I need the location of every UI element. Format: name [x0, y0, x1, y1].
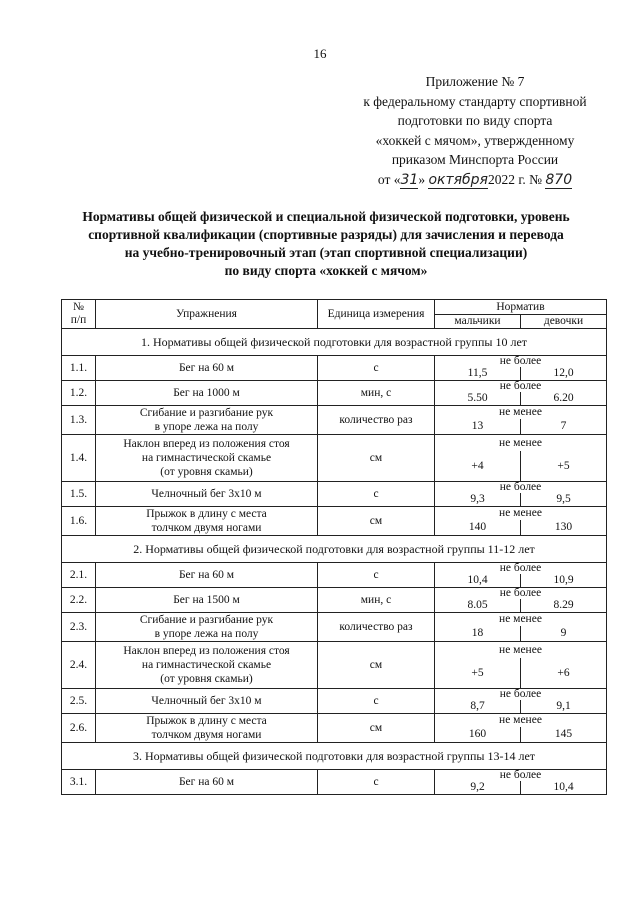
exercise-cell: [96, 435, 318, 482]
exercise-line: Бег на 1500 м: [173, 594, 240, 606]
exercise-line: на гимнастической скамье: [141, 659, 272, 671]
exercise-cell: [96, 642, 318, 689]
unit-cell: с: [318, 482, 435, 507]
norm-condition: не менее: [435, 613, 607, 626]
girls-value: 9,1: [521, 700, 607, 714]
handwritten-month: октября: [428, 171, 488, 188]
unit-cell: см: [318, 714, 435, 743]
girls-value: +5: [521, 451, 607, 482]
appendix-line: приказом Минспорта России: [391, 152, 559, 167]
unit-cell: см: [318, 435, 435, 482]
exercise-cell: [96, 406, 318, 435]
exercise-line: Бег на 60 м: [178, 776, 235, 788]
table-row: [62, 507, 607, 520]
heading-line: по виду спорта «хоккей с мячом»: [224, 263, 428, 278]
girls-value: 10,4: [521, 781, 607, 795]
girls-value: 145: [521, 727, 607, 743]
norms-table: [61, 299, 607, 795]
table-row: [62, 770, 607, 782]
unit-cell: количество раз: [318, 613, 435, 642]
exercise-line: Наклон вперед из положения стоя: [123, 438, 290, 450]
exercise-line: Бег на 1000 м: [173, 387, 240, 399]
section-title: 3. Нормативы общей физической подготовки для возрастной группы 13-14 лет: [62, 743, 607, 770]
heading-line: на учебно-тренировочный этап (этап спортивной специализации): [124, 245, 528, 260]
row-number: 1.2.: [62, 381, 96, 406]
row-number: 1.6.: [62, 507, 96, 536]
appendix-line: подготовки по виду спорта: [397, 113, 553, 128]
norm-condition: не более: [435, 588, 607, 600]
handwritten-day: 31: [400, 171, 419, 188]
exercise-cell: [96, 563, 318, 588]
girls-value: 7: [521, 419, 607, 435]
table-row: [62, 356, 607, 368]
row-number: 2.2.: [62, 588, 96, 613]
unit-cell: мин, с: [318, 381, 435, 406]
girls-value: 8.29: [521, 599, 607, 613]
exercise-cell: [96, 482, 318, 507]
col-header-unit: Единица измерения: [318, 300, 435, 329]
norm-condition: не более: [435, 356, 607, 368]
norms-table-body: [62, 329, 607, 795]
boys-value: 160: [435, 727, 521, 743]
norm-condition: не менее: [435, 714, 607, 727]
handwritten-order-number: 870: [545, 171, 573, 188]
table-row: [62, 435, 607, 452]
exercise-line: Челночный бег 3х10 м: [151, 488, 262, 500]
col-header-number-line1: №: [73, 301, 84, 313]
exercise-line: Бег на 60 м: [178, 569, 235, 581]
row-number: 2.6.: [62, 714, 96, 743]
table-row: [62, 381, 607, 393]
unit-cell: мин, с: [318, 588, 435, 613]
exercise-cell: [96, 356, 318, 381]
girls-value: 9,5: [521, 493, 607, 507]
girls-value: 6.20: [521, 392, 607, 406]
exercise-cell: [96, 613, 318, 642]
norm-condition: не более: [435, 482, 607, 494]
col-header-boys: мальчики: [435, 315, 521, 329]
norm-condition: не более: [435, 563, 607, 575]
appendix-title: Приложение № 7: [425, 74, 525, 89]
col-header-norm: Норматив: [435, 300, 607, 315]
exercise-line: в упоре лежа на полу: [154, 421, 259, 433]
section-row: [62, 743, 607, 770]
exercise-cell: [96, 507, 318, 536]
unit-cell: с: [318, 356, 435, 381]
table-row: [62, 613, 607, 626]
exercise-line: Сгибание и разгибание рук: [139, 407, 274, 419]
boys-value: +4: [435, 451, 521, 482]
boys-value: 8.05: [435, 599, 521, 613]
table-row: [62, 714, 607, 727]
exercise-line: в упоре лежа на полу: [154, 628, 259, 640]
section-title: 1. Нормативы общей физической подготовки для возрастной группы 10 лет: [62, 329, 607, 356]
exercise-line: Бег на 60 м: [178, 362, 235, 374]
norm-condition: не более: [435, 689, 607, 701]
girls-value: 9: [521, 626, 607, 642]
row-number: 1.1.: [62, 356, 96, 381]
exercise-line: Челночный бег 3х10 м: [151, 695, 262, 707]
col-header-exercise: Упражнения: [96, 300, 318, 329]
boys-value: 140: [435, 520, 521, 536]
date-mid: »: [418, 171, 426, 187]
table-row: [62, 642, 607, 659]
appendix-date-line: [340, 170, 610, 190]
row-number: 1.4.: [62, 435, 96, 482]
unit-cell: см: [318, 507, 435, 536]
boys-value: 9,3: [435, 493, 521, 507]
unit-cell: с: [318, 770, 435, 795]
exercise-line: Прыжок в длину с места: [146, 508, 267, 520]
exercise-line: Наклон вперед из положения стоя: [123, 645, 290, 657]
row-number: 2.1.: [62, 563, 96, 588]
norm-condition: не более: [435, 381, 607, 393]
exercise-cell: [96, 714, 318, 743]
section-row: [62, 329, 607, 356]
exercise-line: на гимнастической скамье: [141, 452, 272, 464]
boys-value: 11,5: [435, 367, 521, 381]
section-title: 2. Нормативы общей физической подготовки для возрастной группы 11-12 лет: [62, 536, 607, 563]
col-header-number-line2: п/п: [70, 314, 87, 326]
row-number: 2.4.: [62, 642, 96, 689]
exercise-line: (от уровня скамьи): [160, 673, 253, 685]
exercise-cell: [96, 588, 318, 613]
norm-condition: не менее: [435, 406, 607, 419]
exercise-line: толчком двумя ногами: [151, 729, 262, 741]
exercise-line: Прыжок в длину с места: [146, 715, 267, 727]
boys-value: 5.50: [435, 392, 521, 406]
date-year: 2022 г. №: [487, 171, 543, 187]
heading-line: Нормативы общей физической и специальной физической подготовки, уровень: [82, 209, 570, 224]
table-row: [62, 563, 607, 575]
boys-value: 10,4: [435, 574, 521, 588]
row-number: 1.5.: [62, 482, 96, 507]
norm-condition: не менее: [435, 435, 607, 452]
norm-condition: не менее: [435, 642, 607, 659]
appendix-block: [340, 72, 610, 189]
exercise-line: толчком двумя ногами: [151, 522, 262, 534]
row-number: 2.3.: [62, 613, 96, 642]
exercise-cell: [96, 770, 318, 795]
heading-line: спортивной квалификации (спортивные разряды) для зачисления и перевода: [88, 227, 564, 242]
boys-value: 9,2: [435, 781, 521, 795]
exercise-line: (от уровня скамьи): [160, 466, 253, 478]
date-prefix: от «: [377, 171, 401, 187]
col-header-girls: девочки: [521, 315, 607, 329]
row-number: 3.1.: [62, 770, 96, 795]
document-heading: [40, 208, 612, 280]
unit-cell: количество раз: [318, 406, 435, 435]
girls-value: 10,9: [521, 574, 607, 588]
norm-condition: не менее: [435, 507, 607, 520]
table-row: [62, 588, 607, 600]
row-number: 2.5.: [62, 689, 96, 714]
girls-value: +6: [521, 658, 607, 689]
exercise-cell: [96, 381, 318, 406]
boys-value: +5: [435, 658, 521, 689]
boys-value: 13: [435, 419, 521, 435]
col-header-number: [62, 300, 96, 329]
table-row: [62, 482, 607, 494]
girls-value: 130: [521, 520, 607, 536]
table-row: [62, 406, 607, 419]
unit-cell: с: [318, 689, 435, 714]
boys-value: 8,7: [435, 700, 521, 714]
unit-cell: см: [318, 642, 435, 689]
exercise-line: Сгибание и разгибание рук: [139, 614, 274, 626]
appendix-line: «хоккей с мячом», утвержденному: [375, 132, 575, 148]
norm-condition: не более: [435, 770, 607, 782]
section-row: [62, 536, 607, 563]
girls-value: 12,0: [521, 367, 607, 381]
table-row: [62, 689, 607, 701]
appendix-line: к федеральному стандарту спортивной: [363, 93, 587, 109]
exercise-cell: [96, 689, 318, 714]
unit-cell: с: [318, 563, 435, 588]
boys-value: 18: [435, 626, 521, 642]
page-number: 16: [313, 46, 327, 61]
row-number: 1.3.: [62, 406, 96, 435]
